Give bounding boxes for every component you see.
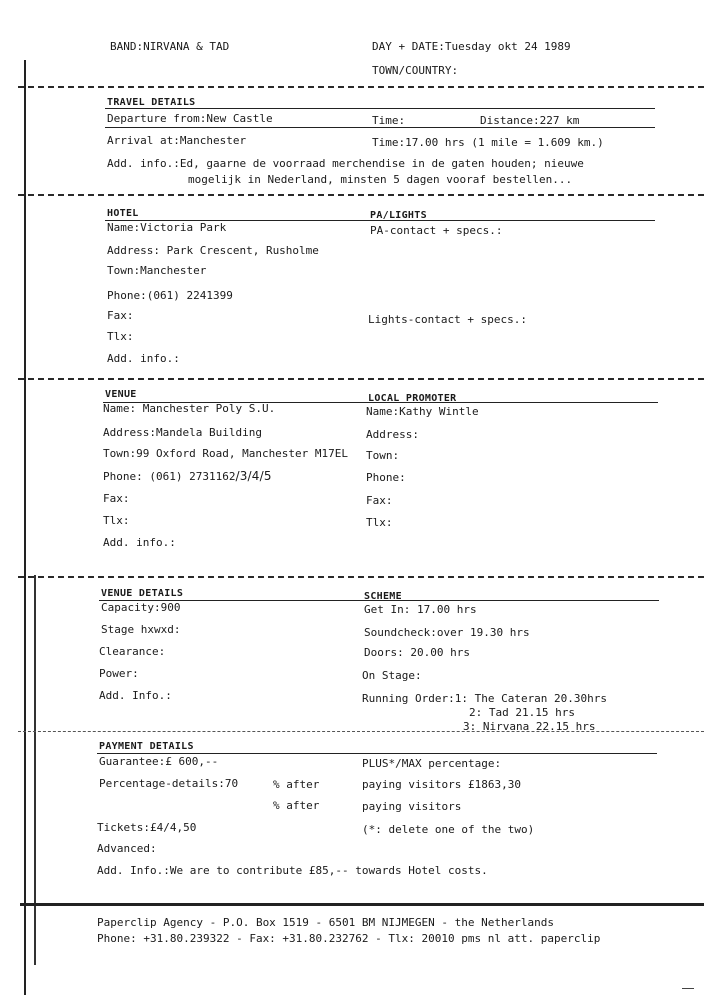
travel-add-info-1: Add. info.:Ed, gaarne de voorraad merchendise in de gaten houden; nieuwe xyxy=(107,157,584,170)
arrival-time-field: Time:17.00 hrs (1 mile = 1.609 km.) xyxy=(372,136,604,149)
payment-heading: PAYMENT DETAILS xyxy=(99,741,194,752)
venue-fax-field: Fax: xyxy=(103,492,130,505)
after-label-1: % after xyxy=(273,778,320,791)
running-order-2: 2: Tad 21.15 hrs xyxy=(469,706,575,719)
footer-bar xyxy=(20,903,704,906)
departure-time-field: Time: xyxy=(372,114,406,127)
capacity-field: Capacity:900 xyxy=(101,601,181,614)
band-field: BAND:NIRVANA & TAD xyxy=(110,40,230,53)
scheme-heading: SCHEME xyxy=(364,591,402,602)
separator-2 xyxy=(18,194,704,196)
distance-field: Distance:227 km xyxy=(480,114,580,127)
promoter-heading: LOCAL PROMOTER xyxy=(368,393,457,404)
power-field: Power: xyxy=(99,667,139,680)
venue-details-underline xyxy=(99,600,659,601)
travel-underline xyxy=(105,108,655,109)
venue-heading: VENUE xyxy=(105,389,137,400)
scan-mark xyxy=(682,988,694,989)
venue-phone-handwritten-note: /3/4/5 xyxy=(235,469,272,483)
left-margin-line-lower xyxy=(34,575,36,965)
plus-percentage-field: PLUS*/MAX percentage: xyxy=(362,757,502,770)
clearance-field: Clearance: xyxy=(99,645,166,658)
arrival-field: Arrival at:Manchester xyxy=(107,134,247,147)
running-order-field: Running Order:1: The Cateran 20.30hrs xyxy=(362,692,608,705)
venue-details-add-info-field: Add. Info.: xyxy=(99,689,172,702)
doors-field: Doors: 20.00 hrs xyxy=(364,646,470,659)
paying-visitors-2: paying visitors xyxy=(362,800,462,813)
pa-lights-heading: PA/LIGHTS xyxy=(370,210,427,221)
separator-4 xyxy=(18,576,704,578)
promoter-name-field: Name:Kathy Wintle xyxy=(366,405,479,418)
percentage-details-field: Percentage-details:70 xyxy=(99,777,239,790)
guarantee-field: Guarantee:£ 600,-- xyxy=(99,755,219,768)
travel-heading: TRAVEL DETAILS xyxy=(107,97,196,108)
hotel-tlx-field: Tlx: xyxy=(107,330,134,343)
venue-name-field: Name: Manchester Poly S.U. xyxy=(103,402,276,415)
on-stage-field: On Stage: xyxy=(362,669,422,682)
hotel-town-field: Town:Manchester xyxy=(107,264,207,277)
promoter-town-field: Town: xyxy=(366,449,400,462)
footer-address: Paperclip Agency - P.O. Box 1519 - 6501 BM NIJMEGEN - the Netherlands xyxy=(97,916,554,929)
day-date-field: DAY + DATE:Tuesday okt 24 1989 xyxy=(372,40,571,53)
venue-town-field: Town:99 Oxford Road, Manchester M17EL xyxy=(103,447,349,460)
venue-add-info-field: Add. info.: xyxy=(103,536,176,549)
left-margin-line xyxy=(24,60,26,995)
departure-underline xyxy=(105,127,655,128)
separator-1 xyxy=(18,86,704,88)
hotel-heading: HOTEL xyxy=(107,208,139,219)
advanced-field: Advanced: xyxy=(97,842,157,855)
separator-3 xyxy=(18,378,704,380)
travel-add-info-2: mogelijk in Nederland, minsten 5 dagen vooraf bestellen... xyxy=(188,173,573,186)
promoter-address-field: Address: xyxy=(366,428,419,441)
footer-contact: Phone: +31.80.239322 - Fax: +31.80.232762 - Tlx: 20010 pms nl att. paperclip xyxy=(97,932,601,945)
venue-details-heading: VENUE DETAILS xyxy=(101,588,184,599)
promoter-fax-field: Fax: xyxy=(366,494,393,507)
hotel-address-field: Address: Park Crescent, Rusholme xyxy=(107,244,319,257)
venue-address-field: Address:Mandela Building xyxy=(103,426,262,439)
stage-field: Stage hxwxd: xyxy=(101,623,181,636)
separator-5 xyxy=(18,731,704,732)
hotel-fax-field: Fax: xyxy=(107,309,134,322)
hotel-name-field: Name:Victoria Park xyxy=(107,221,227,234)
payment-add-info-field: Add. Info.:We are to contribute £85,-- towards Hotel costs. xyxy=(97,864,488,877)
pa-contact-field: PA-contact + specs.: xyxy=(370,224,503,237)
lights-contact-field: Lights-contact + specs.: xyxy=(368,313,527,326)
hotel-phone-field: Phone:(061) 2241399 xyxy=(107,289,233,302)
hotel-add-info-field: Add. info.: xyxy=(107,352,180,365)
venue-phone-number: Phone: (061) 2731162 xyxy=(103,470,236,483)
payment-underline xyxy=(97,753,657,754)
promoter-tlx-field: Tlx: xyxy=(366,516,393,529)
after-label-2: % after xyxy=(273,799,320,812)
soundcheck-field: Soundcheck:over 19.30 hrs xyxy=(364,626,530,639)
promoter-phone-field: Phone: xyxy=(366,471,406,484)
running-order-3: 3: Nirvana 22.15 hrs xyxy=(463,720,596,733)
town-country-field: TOWN/COUNTRY: xyxy=(372,64,459,77)
tickets-field: Tickets:£4/4,50 xyxy=(97,821,197,834)
departure-field: Departure from:New Castle xyxy=(107,112,273,125)
paying-visitors-1: paying visitors £1863,30 xyxy=(362,778,521,791)
delete-note: (*: delete one of the two) xyxy=(362,823,535,836)
venue-tlx-field: Tlx: xyxy=(103,514,130,527)
get-in-field: Get In: 17.00 hrs xyxy=(364,603,477,616)
venue-phone-field xyxy=(103,470,272,483)
